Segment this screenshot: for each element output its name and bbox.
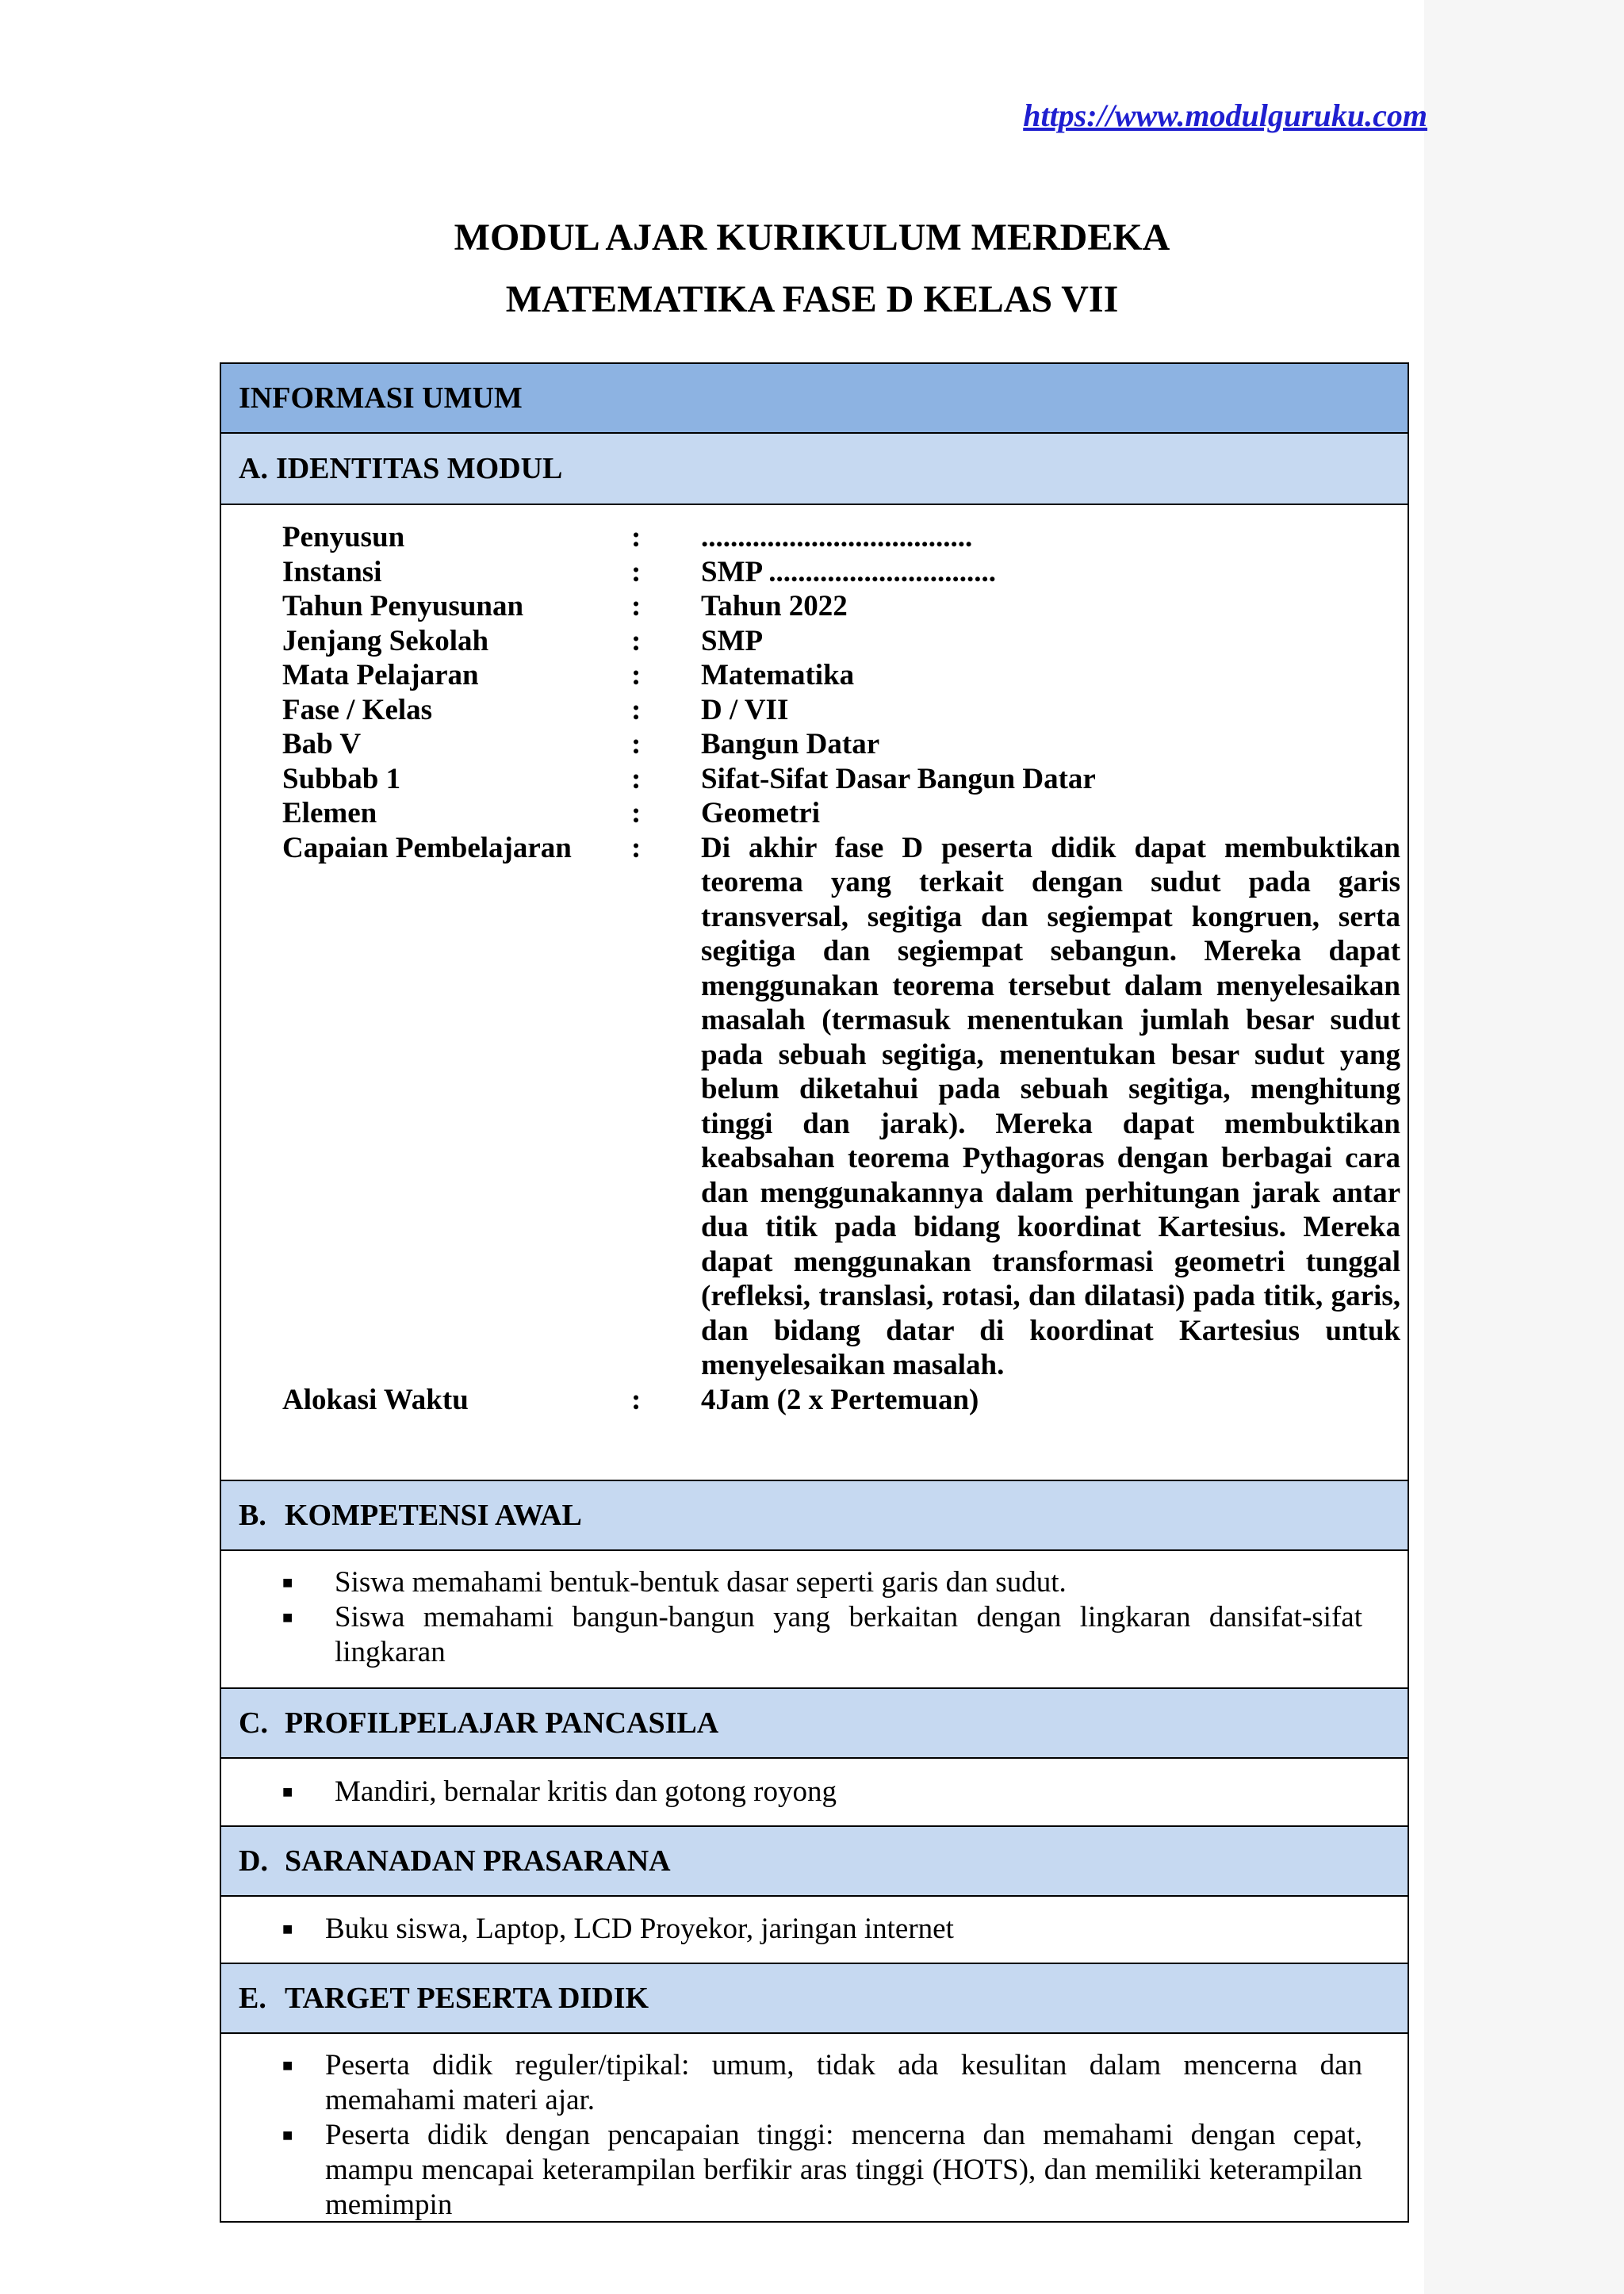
list-item-text: Peserta didik reguler/tipikal: umum, tidak ada kesulitan dalam mencerna dan memahami materi ajar. — [325, 2049, 1362, 2116]
section-prefix: E. — [239, 1982, 266, 2015]
list-item-text: Siswa memahami bangun-bangun yang berkaitan dengan lingkaran dansifat-sifat lingkaran — [335, 1601, 1362, 1668]
identitas-value: Sifat-Sifat Dasar Bangun Datar — [701, 762, 1096, 795]
identitas-label: Jenjang Sekolah — [282, 624, 489, 657]
identitas-value: Bangun Datar — [701, 728, 880, 760]
identitas-label: Mata Pelajaran — [282, 659, 479, 691]
kompetensi-awal-list — [282, 1565, 1362, 1670]
section-prefix: C. — [239, 1706, 268, 1740]
identitas-label: Fase / Kelas — [282, 693, 433, 726]
identitas-row — [282, 1383, 1400, 1418]
section-header-sarana-prasarana — [221, 1825, 1408, 1897]
identitas-row-capaian — [282, 831, 1400, 1383]
identitas-label: Instansi — [282, 555, 382, 588]
page-edge-shade — [1424, 0, 1624, 2294]
section-title: PROFILPELAJAR PANCASILA — [285, 1706, 719, 1740]
section-title: SARANADAN PRASARANA — [285, 1844, 671, 1878]
section-title: KOMPETENSI AWAL — [285, 1499, 582, 1532]
identitas-row — [282, 762, 1400, 797]
identitas-label: Elemen — [282, 797, 377, 829]
section-header-identitas-modul — [221, 432, 1408, 505]
section-title: IDENTITAS MODUL — [275, 452, 563, 485]
identitas-colon: : — [631, 590, 642, 622]
list-item — [282, 2118, 1362, 2223]
list-item — [282, 1600, 1362, 1670]
identitas-label: Penyusun — [282, 521, 405, 553]
target-peserta-list — [282, 2048, 1362, 2223]
list-item — [282, 2048, 1362, 2118]
bullet-icon: ■ — [282, 1919, 293, 1939]
bullet-icon: ■ — [282, 2125, 293, 2145]
section-prefix: B. — [239, 1499, 266, 1532]
identitas-label: Alokasi Waktu — [282, 1383, 469, 1416]
section-header-target-peserta — [221, 1963, 1408, 2034]
list-item-text: Peserta didik dengan pencapaian tinggi: mencerna dan memahami dengan cepat, mampu mencapai keterampilan berfikir aras tinggi (HOTS), dan memiliki keterampilan memimpin — [325, 2119, 1362, 2221]
identitas-value: SMP — [701, 624, 764, 657]
bullet-icon: ■ — [282, 1607, 293, 1627]
identitas-value: ..................................... — [701, 521, 973, 553]
identitas-colon: : — [631, 797, 642, 829]
identitas-colon: : — [631, 659, 642, 691]
identitas-colon: : — [631, 693, 642, 726]
bullet-icon: ■ — [282, 2055, 293, 2075]
capaian-pembelajaran-text: Di akhir fase D peserta didik dapat membuktikan teorema yang terkait dengan sudut pada garis transversal, segitiga dan segiempat kongruen, serta segitiga dan segiempat sebangun. Mereka dapat menggunakan teorema tersebut dalam menyelesaikan masalah (termasuk menentukan jumlah besar sudut pada sebuah segitiga, menentukan besar sudut yang belum diketahui pada sebuah segitiga, menghitung tinggi dan jarak). Mereka dapat membuktikan keabsahan teorema Pythagoras dengan berbagai cara dan menggunakannya dalam perhitungan jarak antar dua titik pada bidang koordinat Kartesius. Mereka dapat menggunakan transformasi geometri tunggal (refleksi, translasi, rotasi, dan dilatasi) pada titik, garis, dan bidang datar di koordinat Kartesius untuk menyelesaikan masalah. — [701, 831, 1400, 1381]
page-title-line-2: MATEMATIKA FASE D KELAS VII — [505, 278, 1119, 320]
section-prefix: A. — [239, 452, 268, 485]
identitas-label: Capaian Pembelajaran — [282, 831, 572, 864]
section-prefix: D. — [239, 1844, 268, 1878]
profil-pelajar-list — [282, 1775, 1362, 1810]
list-item-text: Siswa memahami bentuk-bentuk dasar seperti garis dan sudut. — [335, 1566, 1067, 1599]
identitas-colon: : — [631, 521, 642, 553]
section-title: TARGET PESERTA DIDIK — [285, 1982, 649, 2015]
identitas-value: SMP ............................... — [701, 555, 997, 588]
sarana-list — [282, 1912, 1362, 1947]
identitas-colon: : — [631, 624, 642, 657]
bullet-icon: ■ — [282, 1782, 293, 1802]
identitas-row — [282, 555, 1400, 590]
identitas-row — [282, 796, 1400, 831]
list-item — [282, 1565, 1362, 1600]
identitas-colon: : — [631, 831, 642, 864]
identitas-value: Tahun 2022 — [701, 590, 848, 622]
identitas-colon: : — [631, 1383, 642, 1416]
identitas-row — [282, 589, 1400, 624]
identitas-row — [282, 624, 1400, 659]
identitas-colon: : — [631, 728, 642, 760]
list-item-text: Buku siswa, Laptop, LCD Proyekor, jaringan internet — [325, 1913, 954, 1945]
identitas-label: Tahun Penyusunan — [282, 590, 524, 622]
identitas-table — [282, 520, 1400, 1417]
identitas-value: D / VII — [701, 693, 789, 726]
identitas-colon: : — [631, 555, 642, 588]
identitas-row — [282, 727, 1400, 762]
page-title-line-1: MODUL AJAR KURIKULUM MERDEKA — [454, 216, 1170, 259]
identitas-value: 4Jam (2 x Pertemuan) — [701, 1383, 979, 1416]
identitas-value: Matematika — [701, 659, 855, 691]
list-item — [282, 1912, 1362, 1947]
identitas-value: Geometri — [701, 797, 820, 829]
section-title: INFORMASI UMUM — [239, 381, 523, 415]
list-item — [282, 1775, 1362, 1810]
identitas-label: Subbab 1 — [282, 762, 401, 795]
section-header-informasi-umum — [221, 362, 1408, 434]
bullet-icon: ■ — [282, 1572, 293, 1592]
section-header-kompetensi-awal — [221, 1480, 1408, 1551]
identitas-colon: : — [631, 762, 642, 795]
identitas-label: Bab V — [282, 728, 362, 760]
header-url-link[interactable]: https://www.modulguruku.com — [1023, 98, 1427, 133]
section-header-profil-pelajar — [221, 1687, 1408, 1759]
identitas-row — [282, 693, 1400, 728]
identitas-row — [282, 520, 1400, 555]
list-item-text: Mandiri, bernalar kritis dan gotong royong — [335, 1775, 837, 1808]
identitas-row — [282, 658, 1400, 693]
